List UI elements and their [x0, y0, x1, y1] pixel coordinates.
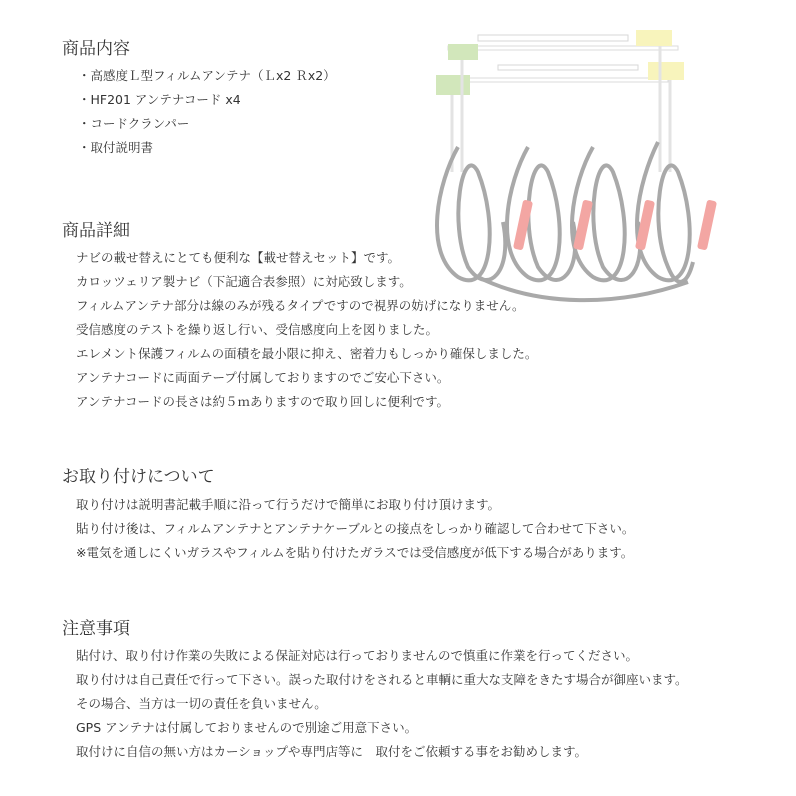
notes-line: GPS アンテナは付属しておりませんので別途ご用意下さい。: [76, 720, 418, 735]
antenna-right-connector: [636, 30, 684, 172]
details-line: アンテナコードの長さは約５ｍありますので取り回しに便利です。: [76, 394, 450, 409]
contents-item: ・HF201 アンテナコード x4: [78, 92, 241, 107]
installation-line: 貼り付け後は、フィルムアンテナとアンテナケーブルとの接点をしっかり確認して合わせて下さい。: [76, 521, 635, 536]
notes-heading: 注意事項: [62, 619, 130, 639]
antenna-cable-coils: [437, 142, 693, 300]
notes-line: 取り付けは自己責任で行って下さい。誤った取付けをされると車輌に重大な支障をきたす場合が御座います。: [76, 672, 688, 687]
contents-item: ・コードクランパー: [78, 116, 190, 131]
product-photo: [418, 22, 718, 312]
installation-line: 取り付けは説明書記載手順に沿って行うだけで簡単にお取り付け頂けます。: [76, 497, 501, 512]
notes-line: 貼付け、取り付け作業の失敗による保証対応は行っておりませんので慎重に作業を行ってください。: [76, 648, 639, 663]
installation-heading: お取り付けについて: [62, 467, 215, 487]
installation-line: ※電気を通しにくいガラスやフィルムを貼り付けたガラスでは受信感度が低下する場合があります。: [76, 545, 634, 560]
details-line: 受信感度のテストを繰り返し行い、受信感度向上を図りました。: [76, 322, 439, 337]
details-line: カロッツェリア製ナビ（下記適合表参照）に対応致します。: [76, 274, 412, 289]
notes-line: 取付けに自信の無い方はカーショップや専門店等に 取付をご依頼する事をお勧めします。: [76, 744, 588, 759]
details-line: ナビの載せ替えにとても便利な【載せ替えセット】です。: [76, 250, 401, 265]
contents-item: ・取付説明書: [78, 140, 154, 155]
details-line: フィルムアンテナ部分は線のみが残るタイプですので視界の妨げになりません。: [76, 298, 525, 313]
notes-line: その場合、当方は一切の責任を負いません。: [76, 696, 327, 711]
details-line: エレメント保護フィルムの面積を最小限に抑え、密着力もしっかり確保しました。: [76, 346, 538, 361]
details-line: アンテナコードに両面テープ付属しておりますのでご安心下さい。: [76, 370, 450, 385]
contents-heading: 商品内容: [62, 39, 130, 59]
contents-item: ・高感度Ｌ型フィルムアンテナ（Ｌx2 Ｒx2）: [78, 68, 336, 83]
details-heading: 商品詳細: [62, 221, 130, 241]
